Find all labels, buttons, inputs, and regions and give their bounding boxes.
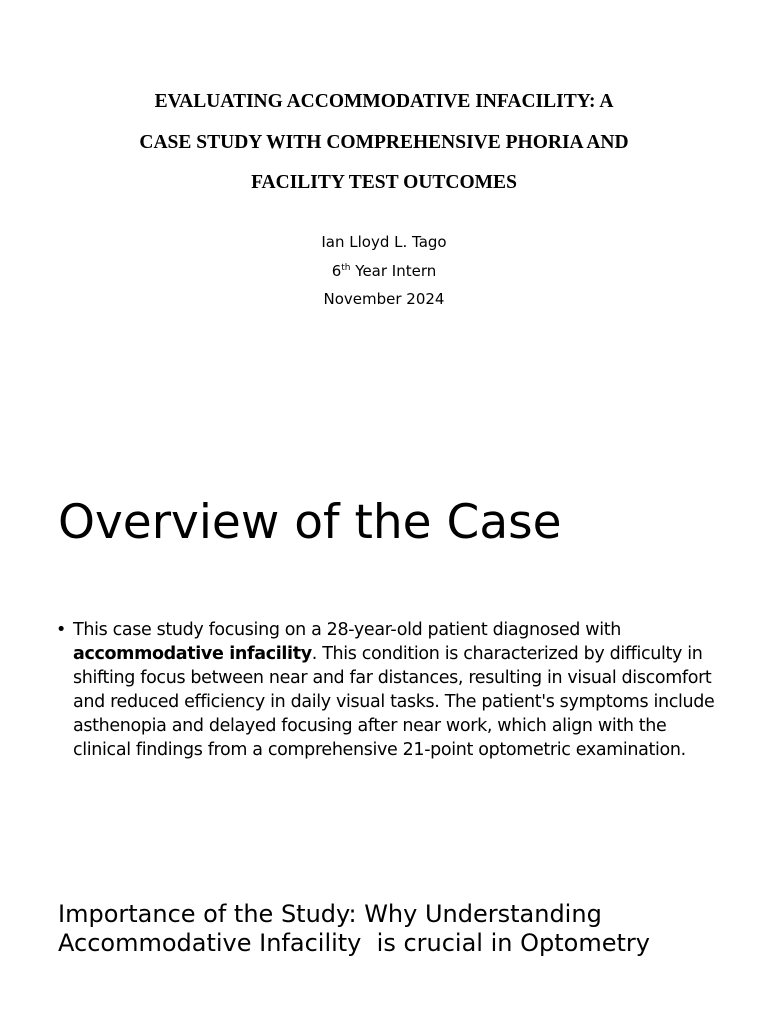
importance-heading <box>58 900 738 958</box>
title-line-3: FACILITY TEST OUTCOMES <box>251 172 517 193</box>
author-info <box>160 228 608 314</box>
importance-line-2: Accommodative Infacility is crucial in Optometry <box>58 929 650 957</box>
year-suffix: th <box>341 262 351 273</box>
author-position <box>160 257 608 286</box>
overview-text-before: This case study focusing on a 28-year-old patient diagnosed with <box>73 620 621 640</box>
year-rest: Year Intern <box>350 261 437 280</box>
overview-text-after: . This condition is characterized by difficulty in shifting focus between near and far distances, resulting in visual discomfort and reduced efficiency in daily visual tasks. The patient's symptoms include asthenopia and delayed focusing after near work, which align with the clinical findings from a comprehensive 21-point optometric examination. <box>73 644 715 760</box>
bullet-dot: • <box>56 620 66 640</box>
title-line-2: CASE STUDY WITH COMPREHENSIVE PHORIA AND <box>139 131 629 153</box>
overview-bold-term: accommodative infacility <box>73 644 312 664</box>
overview-bullet-list <box>56 618 716 762</box>
importance-line-1: Importance of the Study: Why Understanding <box>58 900 602 928</box>
author-name: Ian Lloyd L. Tago <box>321 233 447 251</box>
author-date: November 2024 <box>323 290 445 308</box>
overview-bullet-item <box>56 618 716 762</box>
overview-heading: Overview of the Case <box>58 495 562 550</box>
title-line-1: EVALUATING ACCOMMODATIVE INFACILITY: A <box>154 91 614 112</box>
year-number: 6 <box>331 261 342 280</box>
document-title <box>60 82 708 204</box>
